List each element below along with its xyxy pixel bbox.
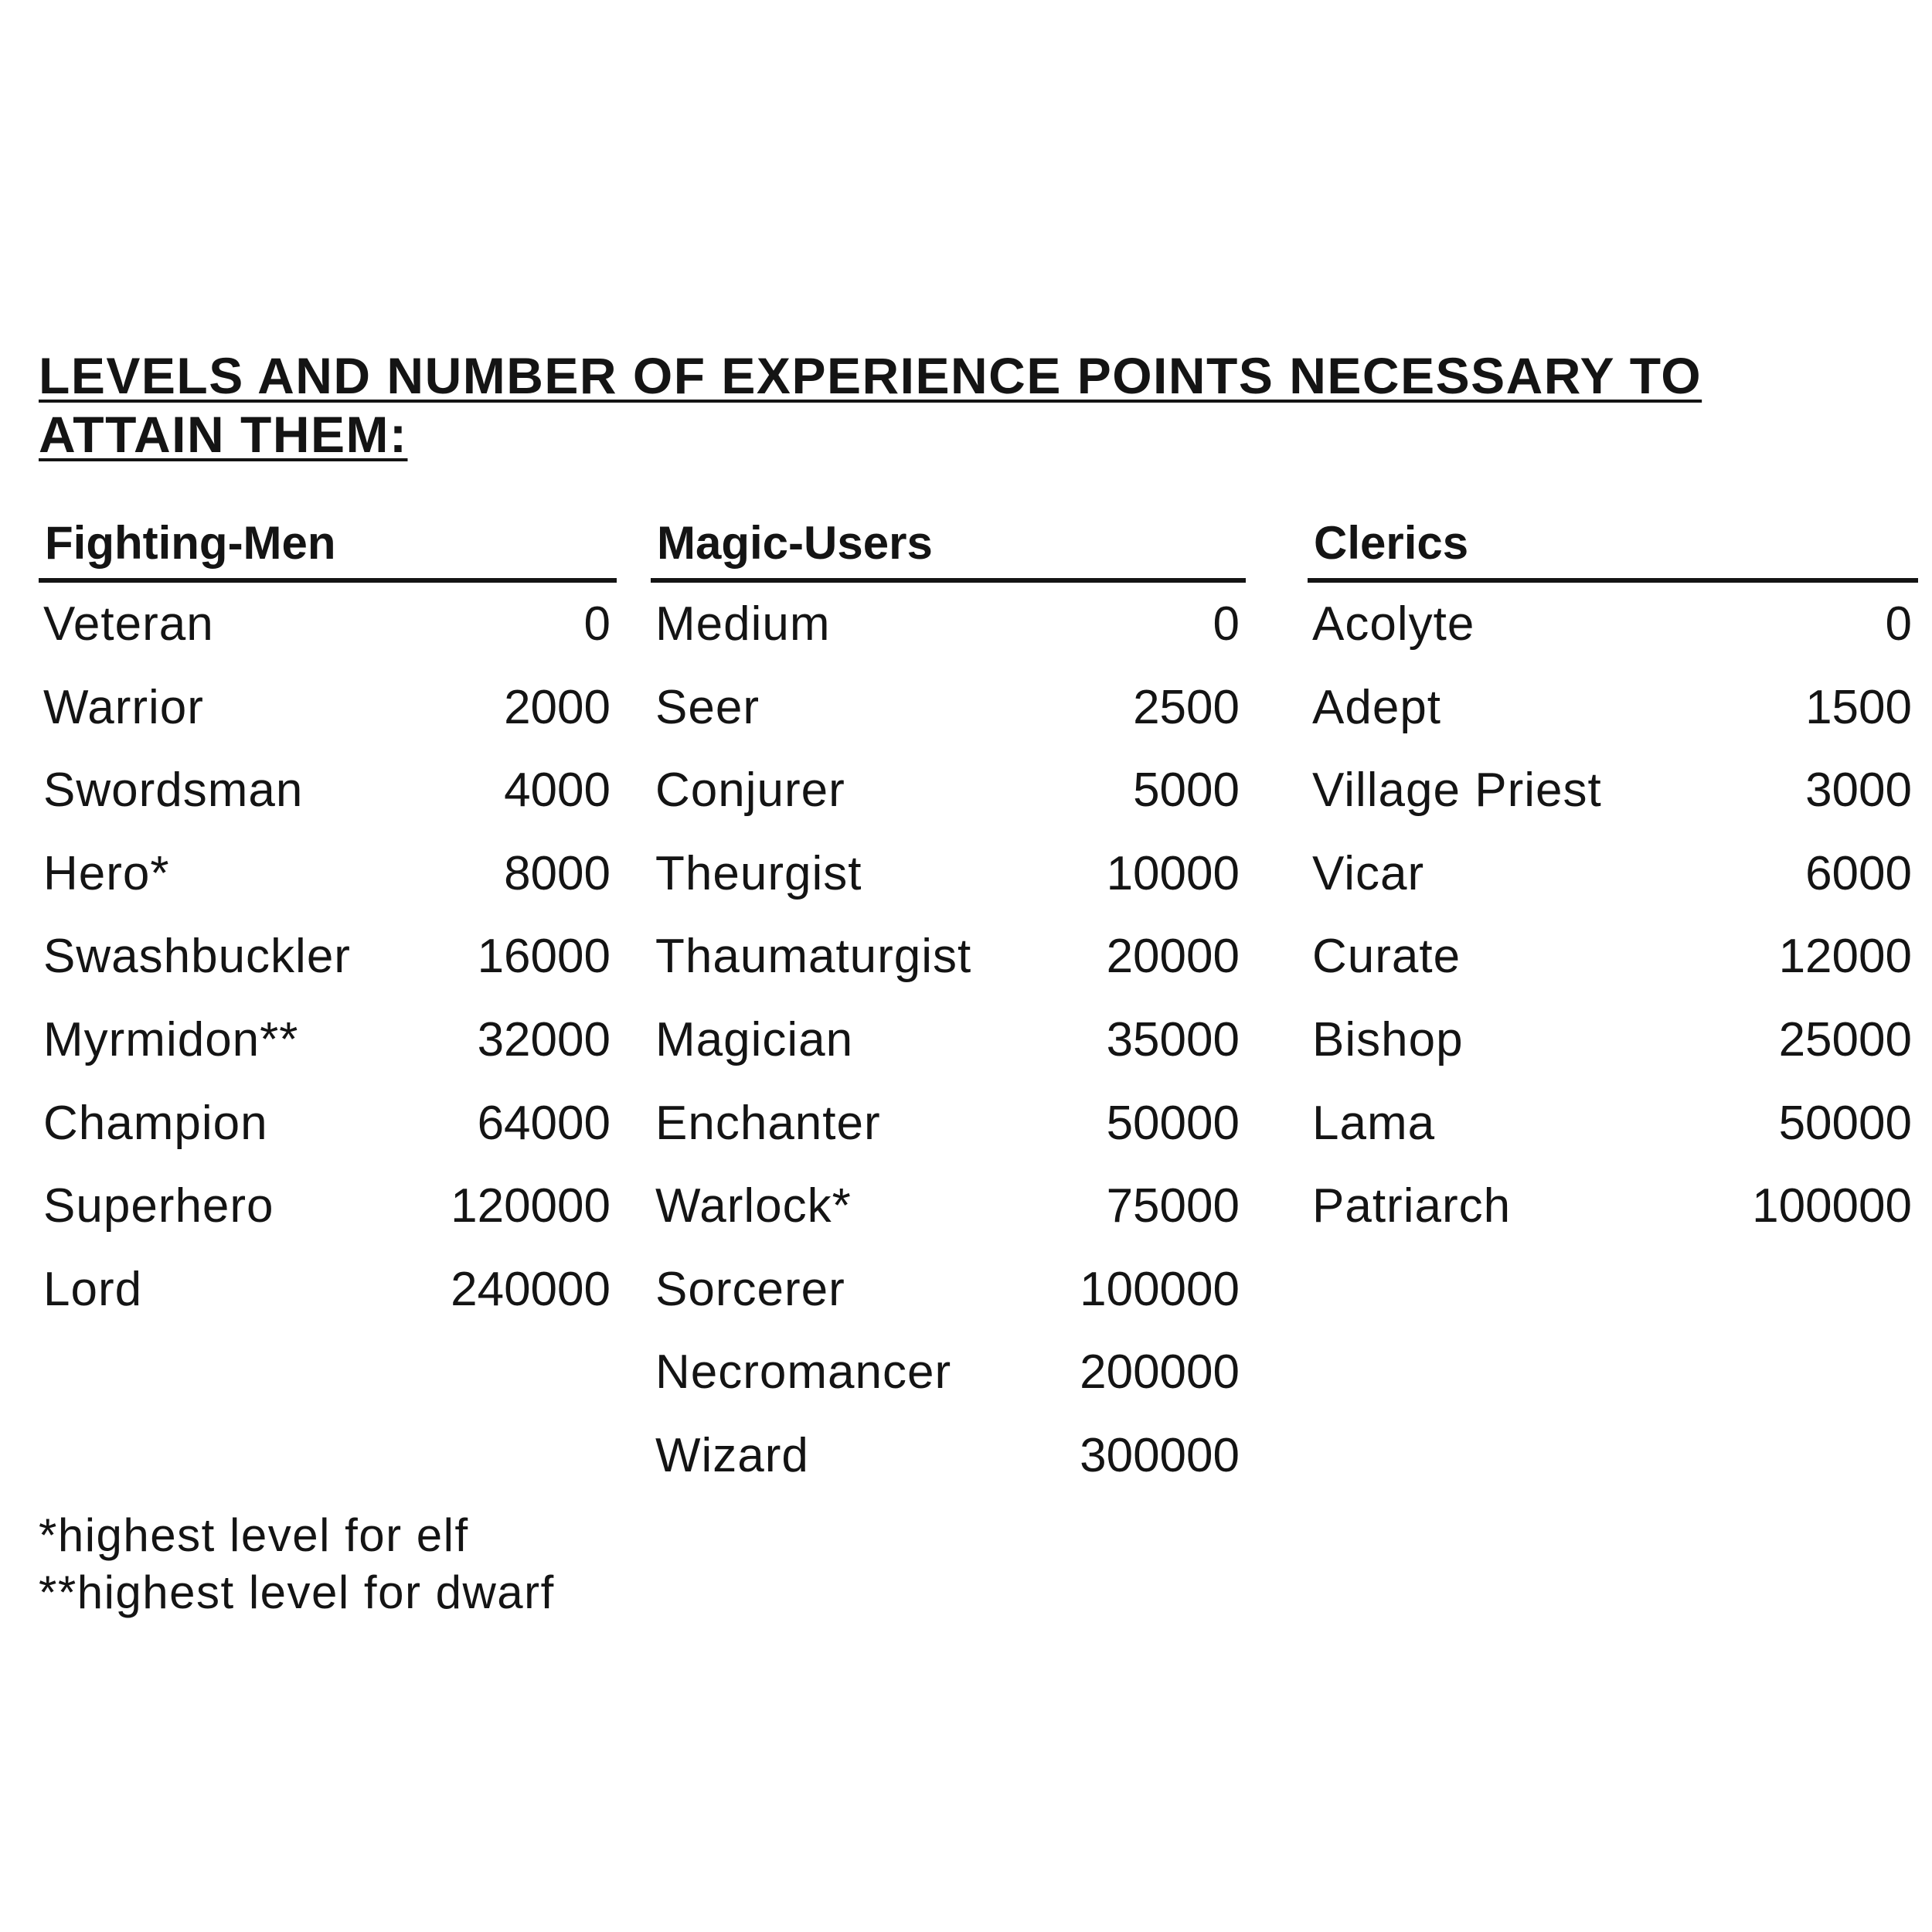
footnote-elf: *highest level for elf <box>39 1509 469 1561</box>
level-title: Vicar <box>1312 846 1425 900</box>
level-title: Wizard <box>655 1428 809 1482</box>
experience-points: 12000 <box>1778 930 1912 984</box>
level-title: Village Priest <box>1312 764 1602 818</box>
level-row <box>39 749 617 832</box>
experience-points: 25000 <box>1778 1012 1912 1066</box>
experience-points: 50000 <box>1106 1096 1240 1150</box>
footnotes <box>39 1507 555 1621</box>
level-title: Adept <box>1312 680 1442 734</box>
level-row <box>39 1165 617 1248</box>
level-row <box>651 915 1246 998</box>
page-title <box>39 346 1801 464</box>
level-title: Sorcerer <box>655 1262 845 1316</box>
level-row <box>651 1331 1246 1414</box>
level-title: Lama <box>1312 1096 1436 1150</box>
level-row <box>39 666 617 750</box>
magic-users-levels <box>651 583 1246 1498</box>
experience-points: 300000 <box>1080 1428 1240 1482</box>
title-line-2: ATTAIN THEM: <box>39 406 408 463</box>
level-title: Hero* <box>43 846 170 900</box>
level-row <box>651 749 1246 832</box>
experience-points: 120000 <box>451 1179 611 1233</box>
level-row <box>651 1165 1246 1248</box>
experience-points: 240000 <box>451 1262 611 1316</box>
experience-points: 0 <box>1885 597 1912 651</box>
level-title: Superhero <box>43 1179 274 1233</box>
level-title: Myrmidon** <box>43 1012 299 1066</box>
column-header-magic-users: Magic-Users <box>651 516 1246 583</box>
experience-points: 0 <box>1213 597 1240 651</box>
experience-points: 6000 <box>1805 846 1912 900</box>
level-title: Curate <box>1312 930 1461 984</box>
experience-points: 35000 <box>1106 1012 1240 1066</box>
level-title: Magician <box>655 1012 854 1066</box>
experience-points: 2500 <box>1133 680 1240 734</box>
experience-points: 4000 <box>504 764 611 818</box>
level-title: Swordsman <box>43 764 304 818</box>
level-row <box>651 998 1246 1082</box>
level-title: Warrior <box>43 680 204 734</box>
experience-points: 200000 <box>1080 1345 1240 1400</box>
level-row <box>39 998 617 1082</box>
experience-points: 100000 <box>1080 1262 1240 1316</box>
experience-points: 0 <box>583 597 611 651</box>
level-title: Acolyte <box>1312 597 1475 651</box>
level-title: Seer <box>655 680 760 734</box>
experience-points: 20000 <box>1106 930 1240 984</box>
fighting-men-levels <box>39 583 617 1331</box>
magic-users-column <box>651 516 1246 1498</box>
level-title: Bishop <box>1312 1012 1464 1066</box>
level-title: Medium <box>655 597 831 651</box>
level-title: Enchanter <box>655 1096 881 1150</box>
clerics-levels <box>1308 583 1918 1248</box>
column-header-clerics: Clerics <box>1308 516 1918 583</box>
experience-points: 10000 <box>1106 846 1240 900</box>
experience-points: 100000 <box>1752 1179 1912 1233</box>
level-row <box>651 832 1246 916</box>
fighting-men-column <box>39 516 617 1331</box>
experience-points: 32000 <box>477 1012 611 1066</box>
level-title: Theurgist <box>655 846 862 900</box>
level-row <box>39 915 617 998</box>
level-row <box>39 832 617 916</box>
level-title: Swashbuckler <box>43 930 351 984</box>
level-title: Necromancer <box>655 1345 952 1400</box>
level-title: Warlock* <box>655 1179 852 1233</box>
level-row <box>1308 832 1918 916</box>
level-row <box>651 666 1246 750</box>
level-row <box>1308 749 1918 832</box>
level-row <box>39 1082 617 1165</box>
experience-points: 2000 <box>504 680 611 734</box>
level-row <box>1308 1165 1918 1248</box>
experience-points: 50000 <box>1778 1096 1912 1150</box>
level-title: Conjurer <box>655 764 845 818</box>
experience-points: 64000 <box>477 1096 611 1150</box>
experience-points: 5000 <box>1133 764 1240 818</box>
level-row <box>651 583 1246 666</box>
level-title: Champion <box>43 1096 268 1150</box>
experience-points: 8000 <box>504 846 611 900</box>
experience-points: 1500 <box>1805 680 1912 734</box>
experience-points: 75000 <box>1106 1179 1240 1233</box>
level-row <box>1308 666 1918 750</box>
column-header-fighting-men: Fighting-Men <box>39 516 617 583</box>
experience-points: 16000 <box>477 930 611 984</box>
level-row <box>1308 998 1918 1082</box>
level-title: Lord <box>43 1262 143 1316</box>
level-row <box>651 1248 1246 1332</box>
level-title: Patriarch <box>1312 1179 1512 1233</box>
level-title: Veteran <box>43 597 214 651</box>
experience-points: 3000 <box>1805 764 1912 818</box>
level-row <box>1308 1082 1918 1165</box>
level-row <box>651 1414 1246 1498</box>
title-line-1: LEVELS AND NUMBER OF EXPERIENCE POINTS NECESSARY TO <box>39 347 1702 404</box>
level-row <box>1308 915 1918 998</box>
footnote-dwarf: **highest level for dwarf <box>39 1566 555 1618</box>
level-title: Thaumaturgist <box>655 930 972 984</box>
clerics-column <box>1308 516 1918 1248</box>
level-row <box>1308 583 1918 666</box>
level-row <box>651 1082 1246 1165</box>
level-row <box>39 583 617 666</box>
level-row <box>39 1248 617 1332</box>
